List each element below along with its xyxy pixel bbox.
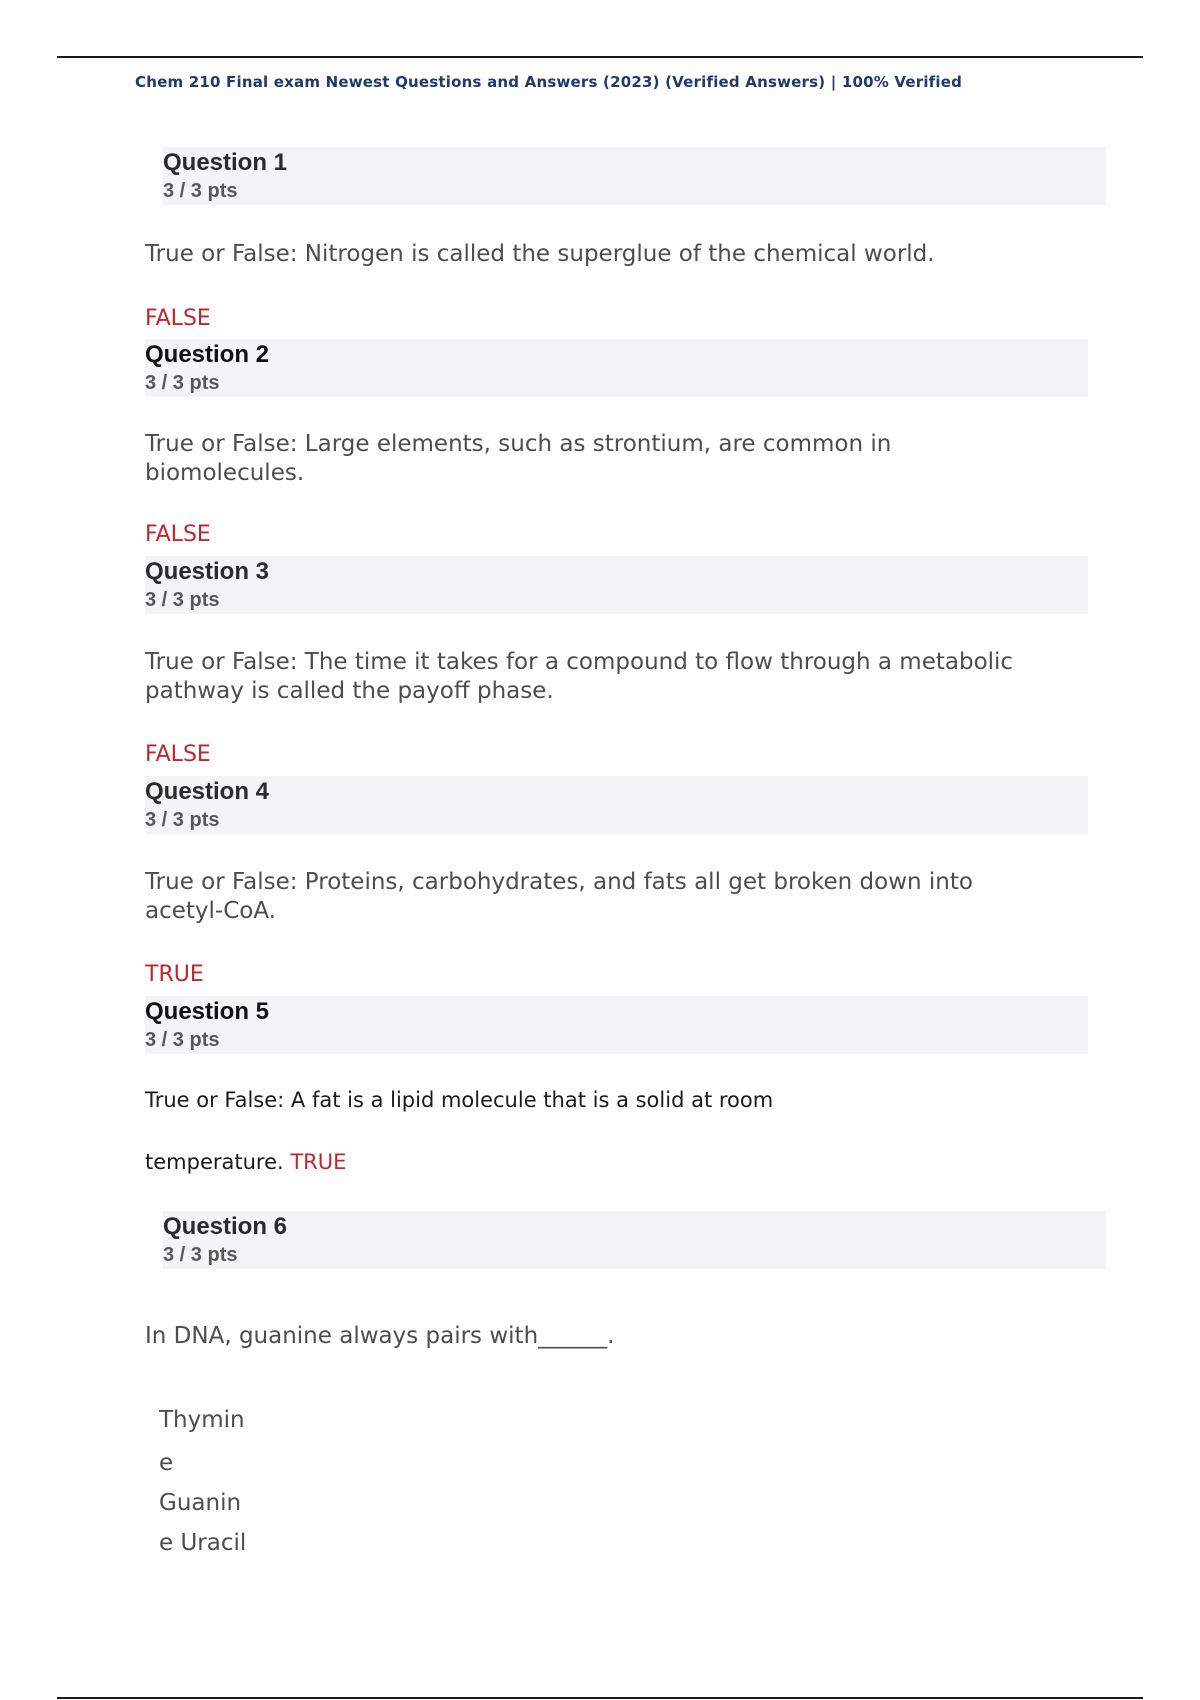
question-6-header bbox=[163, 1211, 1106, 1269]
bottom-rule bbox=[57, 1697, 1143, 1699]
question-3-text-line2: pathway is called the payoff phase. bbox=[145, 678, 554, 704]
question-2-text-line2: biomolecules. bbox=[145, 460, 305, 486]
question-3-answer: FALSE bbox=[145, 742, 211, 767]
question-points: 3 / 3 pts bbox=[163, 180, 238, 202]
question-2-answer: FALSE bbox=[145, 522, 211, 547]
question-2-text-line1: True or False: Large elements, such as strontium, are common in bbox=[145, 431, 892, 457]
question-1-text: True or False: Nitrogen is called the superglue of the chemical world. bbox=[145, 241, 935, 267]
question-title: Question 5 bbox=[145, 998, 270, 1025]
question-5-answer: TRUE bbox=[290, 1150, 347, 1174]
question-4-answer: TRUE bbox=[145, 962, 204, 987]
option-line: Thymin bbox=[159, 1407, 245, 1433]
question-points: 3 / 3 pts bbox=[145, 372, 220, 394]
question-2-header bbox=[145, 339, 1088, 397]
top-rule bbox=[57, 56, 1143, 58]
question-4-text-line2: acetyl-CoA. bbox=[145, 898, 276, 924]
question-points: 3 / 3 pts bbox=[145, 1029, 220, 1051]
question-title: Question 2 bbox=[145, 341, 270, 368]
question-points: 3 / 3 pts bbox=[145, 589, 220, 611]
question-1-answer: FALSE bbox=[145, 306, 211, 331]
question-title: Question 4 bbox=[145, 778, 270, 805]
question-points: 3 / 3 pts bbox=[163, 1244, 238, 1266]
question-5-text-line2 bbox=[145, 1148, 346, 1177]
question-4-text-line1: True or False: Proteins, carbohydrates, and fats all get broken down into bbox=[145, 869, 973, 895]
question-5-text-line1: True or False: A fat is a lipid molecule that is a solid at room bbox=[145, 1088, 774, 1112]
question-6-text: In DNA, guanine always pairs with______. bbox=[145, 1323, 615, 1349]
question-5-text-tail: temperature. bbox=[145, 1150, 291, 1174]
question-1-header bbox=[163, 147, 1106, 205]
option-line: Guanin bbox=[159, 1490, 242, 1516]
question-points: 3 / 3 pts bbox=[145, 809, 220, 831]
question-title: Question 3 bbox=[145, 558, 270, 585]
question-3-header bbox=[145, 556, 1088, 614]
option-line: e Uracil bbox=[159, 1530, 247, 1556]
option-line: e bbox=[159, 1450, 174, 1476]
question-title: Question 6 bbox=[163, 1213, 288, 1240]
document-header: Chem 210 Final exam Newest Questions and Answers (2023) (Verified Answers) | 100% Verified bbox=[135, 73, 963, 91]
question-3-text-line1: True or False: The time it takes for a compound to flow through a metabolic bbox=[145, 649, 1014, 675]
question-5-header bbox=[145, 996, 1088, 1054]
question-title: Question 1 bbox=[163, 149, 288, 176]
question-4-header bbox=[145, 776, 1088, 834]
